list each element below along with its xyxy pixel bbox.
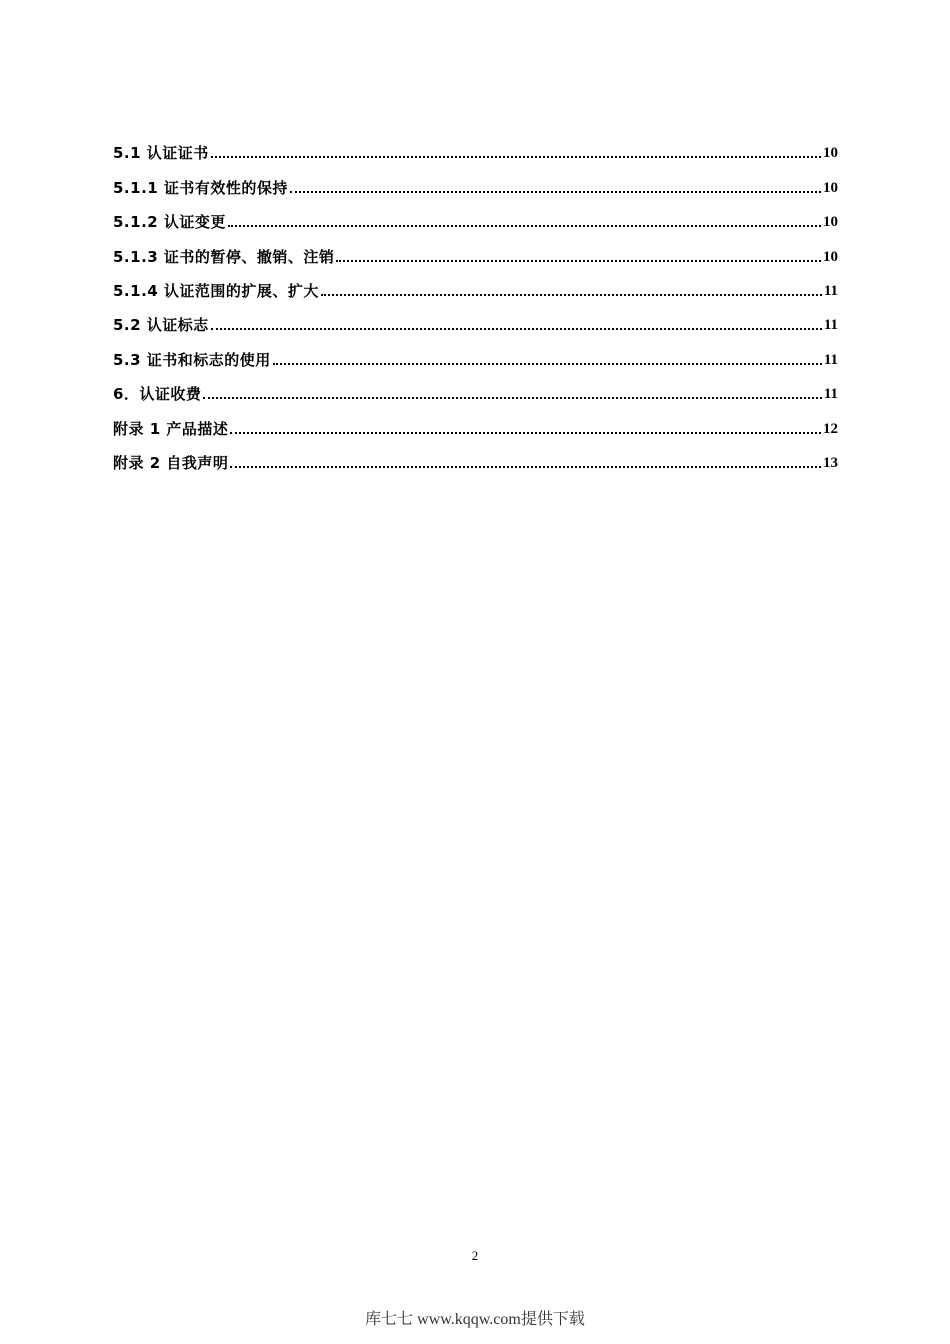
toc-entry-title: 附录 2 自我声明 xyxy=(113,453,229,472)
toc-entry-page: 10 xyxy=(823,179,838,196)
toc-entry[interactable] xyxy=(113,370,838,404)
toc-leader-dots xyxy=(211,156,821,158)
toc-entry-page: 11 xyxy=(823,351,838,368)
toc-entry[interactable] xyxy=(113,129,838,163)
toc-entry-page: 13 xyxy=(823,454,838,471)
toc-leader-dots xyxy=(290,191,821,193)
toc-entry-page: 11 xyxy=(823,317,838,334)
toc-entry[interactable] xyxy=(113,267,838,301)
toc-leader-dots xyxy=(203,397,821,399)
toc-entry[interactable] xyxy=(113,404,838,438)
toc-entry-title: 5.3 证书和标志的使用 xyxy=(113,350,271,369)
toc-entry-title: 5.1.1 证书有效性的保持 xyxy=(113,178,288,197)
toc-leader-dots xyxy=(230,466,821,468)
toc-entry[interactable] xyxy=(113,439,838,473)
toc-entry-page: 10 xyxy=(823,145,838,162)
toc-entry[interactable] xyxy=(113,301,838,335)
download-source-note: 库七七 www.kqqw.com提供下载 xyxy=(365,1311,585,1328)
toc-entry-page: 10 xyxy=(823,214,838,231)
toc-leader-dots xyxy=(321,294,822,296)
toc-entry-title: 5.1 认证证书 xyxy=(113,144,209,163)
toc-entry-title: 5.1.4 认证范围的扩展、扩大 xyxy=(113,281,319,300)
toc-entry[interactable] xyxy=(113,163,838,197)
toc-entry[interactable] xyxy=(113,232,838,266)
page-number: 2 xyxy=(471,1248,479,1263)
toc-leader-dots xyxy=(273,363,822,365)
toc-leader-dots xyxy=(228,225,821,227)
toc-entry-title: 附录 1 产品描述 xyxy=(113,419,229,438)
toc-entry-title: 5.1.3 证书的暂停、撤销、注销 xyxy=(113,247,335,266)
toc-entry-page: 11 xyxy=(823,386,838,403)
toc-entry-page: 12 xyxy=(823,420,838,437)
toc-entry-page: 11 xyxy=(823,282,838,299)
toc-entry-title: 5.1.2 认证变更 xyxy=(113,213,226,232)
toc-entry[interactable] xyxy=(113,335,838,369)
toc-leader-dots xyxy=(211,328,822,330)
table-of-contents xyxy=(113,129,838,473)
toc-entry-title: 5.2 认证标志 xyxy=(113,316,209,335)
toc-entry[interactable] xyxy=(113,198,838,232)
toc-entry-page: 10 xyxy=(823,248,838,265)
toc-leader-dots xyxy=(336,260,821,262)
toc-leader-dots xyxy=(230,432,821,434)
toc-entry-title: 6．认证收费 xyxy=(113,385,202,404)
